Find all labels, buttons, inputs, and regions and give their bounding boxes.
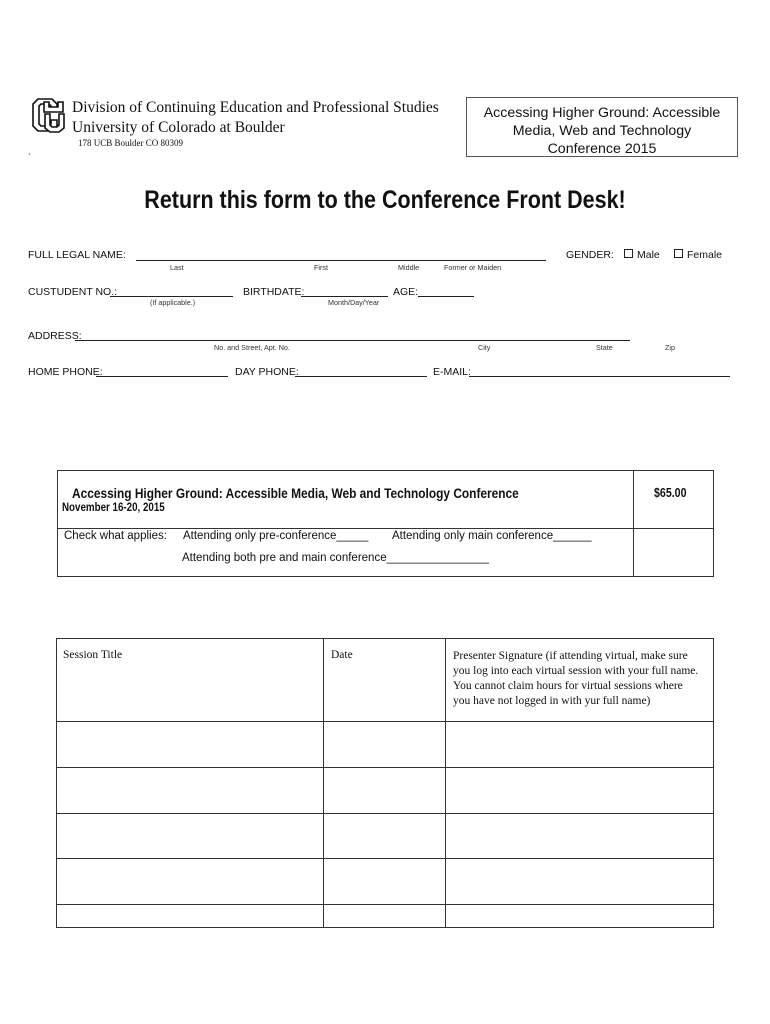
day-phone-field[interactable]	[295, 376, 427, 377]
gender-label: GENDER:	[566, 249, 614, 261]
university-name: University of Colorado at Boulder	[72, 119, 285, 136]
session-date-cell[interactable]	[324, 722, 444, 766]
session-signature-cell[interactable]	[446, 722, 713, 766]
fee-price: $65.00	[654, 486, 687, 500]
female-checkbox[interactable]	[674, 249, 683, 258]
page-title: Return this form to the Conference Front Desk!	[144, 186, 626, 214]
conference-title-box	[466, 97, 738, 157]
address-sub-zip: Zip	[665, 343, 675, 352]
session-col-title: Session Title	[63, 649, 123, 661]
student-no-label: CUSTUDENT NO.:	[28, 286, 118, 298]
session-signature-cell[interactable]	[446, 768, 713, 812]
session-title-cell[interactable]	[57, 859, 322, 903]
age-label: AGE:	[393, 286, 419, 298]
option-main-conference[interactable]: Attending only main conference______	[392, 530, 592, 542]
session-title-cell[interactable]	[57, 814, 322, 857]
address-field[interactable]	[75, 340, 630, 341]
home-phone-field[interactable]	[96, 376, 228, 377]
name-sub-last: Last	[170, 263, 184, 272]
student-no-field[interactable]	[110, 296, 233, 297]
fee-conference-name: Accessing Higher Ground: Accessible Media, Web and Technology Conference	[72, 485, 519, 501]
fee-table-col-divider	[633, 470, 634, 577]
cu-logo	[30, 98, 66, 134]
email-label: E-MAIL:	[433, 366, 471, 378]
session-date-cell[interactable]	[324, 814, 444, 857]
address-sub-city: City	[478, 343, 491, 352]
address-label: ADDRESS:	[28, 330, 82, 342]
conference-box-line-1: Accessing Higher Ground: Accessible	[483, 105, 721, 121]
session-date-cell[interactable]	[324, 768, 444, 812]
session-signature-cell[interactable]	[446, 905, 713, 927]
session-date-cell[interactable]	[324, 905, 444, 927]
birthdate-sub: Month/Day/Year	[328, 298, 380, 307]
student-no-sub: (If applicable.)	[150, 298, 196, 307]
birthdate-field[interactable]	[301, 296, 388, 297]
male-checkbox[interactable]	[624, 249, 633, 258]
session-signature-cell[interactable]	[446, 814, 713, 857]
conference-box-line-3: Conference 2015	[547, 141, 657, 157]
session-title-cell[interactable]	[57, 768, 322, 812]
session-signature-cell[interactable]	[446, 859, 713, 903]
conference-box-line-2: Media, Web and Technology	[512, 123, 692, 139]
option-both[interactable]: Attending both pre and main conference________________	[182, 552, 489, 564]
gender-female-option[interactable]	[674, 249, 722, 261]
university-address: 178 UCB Boulder CO 80309	[78, 138, 184, 148]
name-sub-middle: Middle	[398, 263, 420, 272]
session-date-cell[interactable]	[324, 859, 444, 903]
division-name: Division of Continuing Education and Professional Studies	[72, 99, 439, 116]
day-phone-label: DAY PHONE:	[235, 366, 299, 378]
email-field[interactable]	[469, 376, 730, 377]
address-sub-street: No. and Street, Apt. No.	[214, 343, 290, 352]
name-sub-former: Former or Maiden	[444, 263, 502, 272]
check-applies-label: Check what applies:	[64, 530, 167, 542]
home-phone-label: HOME PHONE:	[28, 366, 103, 378]
birthdate-label: BIRTHDATE:	[243, 286, 305, 298]
option-pre-conference[interactable]: Attending only pre-conference_____	[183, 530, 369, 542]
male-label: Male	[637, 249, 660, 261]
female-label: Female	[687, 249, 723, 261]
address-sub-state: State	[596, 343, 613, 352]
full-legal-name-field[interactable]	[136, 260, 546, 261]
age-field[interactable]	[418, 296, 474, 297]
name-sub-first: First	[314, 263, 328, 272]
session-col-presenter-signature: Presenter Signature (if attending virtual, make sure you log into each virtual session with your full name. You cannot claim hours for virtual sessions where you have not logged in with yur full name)	[453, 650, 699, 707]
fee-table-row-divider	[57, 528, 714, 529]
gender-male-option[interactable]	[624, 249, 660, 261]
full-legal-name-label: FULL LEGAL NAME:	[28, 249, 126, 261]
stray-mark: `	[28, 152, 31, 162]
session-title-cell[interactable]	[57, 905, 322, 927]
fee-conference-dates: November 16-20, 2015	[62, 502, 165, 514]
session-col-date: Date	[331, 649, 353, 661]
session-title-cell[interactable]	[57, 722, 322, 766]
